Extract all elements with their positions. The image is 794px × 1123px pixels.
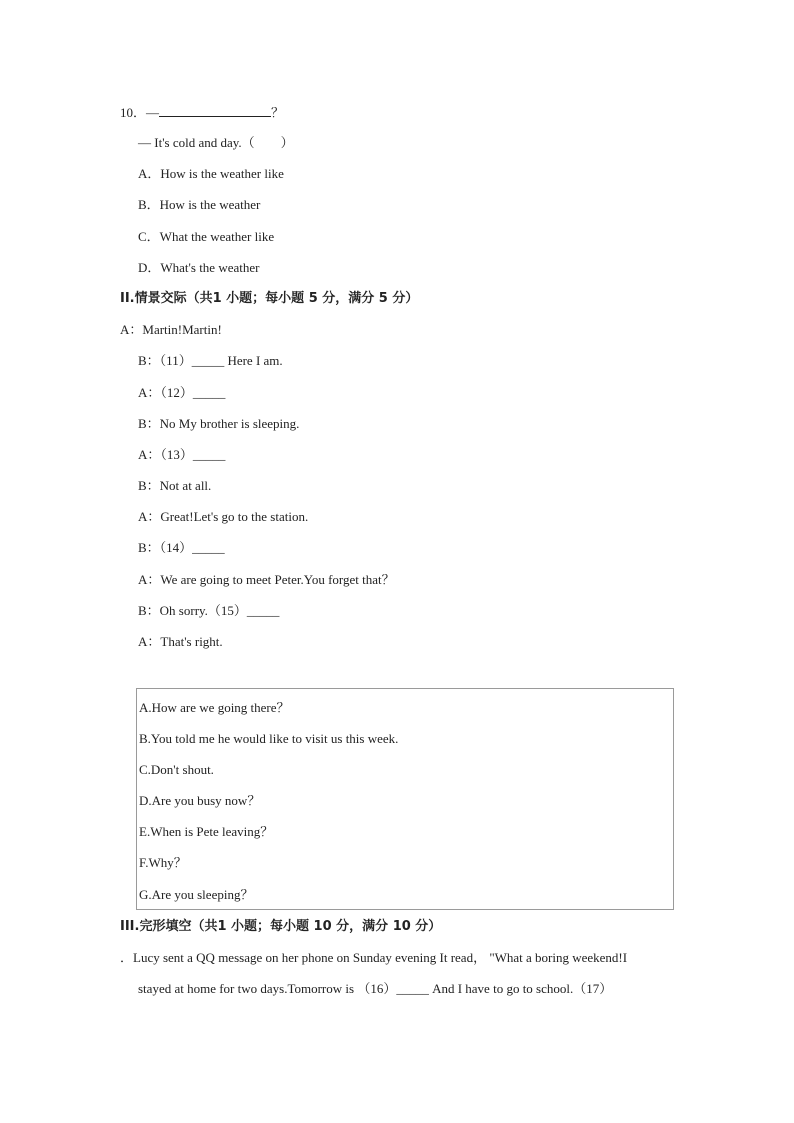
dialogue-line: B：（11）_____ Here I am. bbox=[138, 353, 283, 368]
choice-item: E.When is Pete leaving？ bbox=[139, 824, 274, 839]
choice-item: F.Why？ bbox=[139, 855, 187, 870]
dialogue-line: A：Great!Let's go to the station. bbox=[138, 509, 309, 524]
dialogue-line: B：（14）_____ bbox=[138, 540, 225, 555]
choice-item: B.You told me he would like to visit us this week. bbox=[139, 731, 399, 746]
q10-option-c: C．What the weather like bbox=[138, 229, 275, 244]
choice-item: A.How are we going there？ bbox=[139, 700, 290, 715]
dialogue-line: A：We are going to meet Peter.You forget that？ bbox=[138, 572, 395, 587]
choice-item: D.Are you busy now？ bbox=[139, 793, 261, 808]
choice-item: C.Don't shout. bbox=[139, 762, 214, 777]
q10-answer-blank bbox=[159, 104, 271, 117]
q10-response: — It's cold and day.（ ） bbox=[138, 135, 294, 150]
q10-stem bbox=[120, 104, 284, 121]
dialogue-line: A：Martin!Martin! bbox=[120, 322, 222, 337]
section2-heading: II.情景交际（共1 小题；每小题 5 分，满分 5 分） bbox=[120, 291, 419, 306]
dialogue-line: B：Oh sorry.（15）_____ bbox=[138, 603, 280, 618]
q10-blank-end: ？ bbox=[271, 105, 285, 120]
dialogue-line: B：No My brother is sleeping. bbox=[138, 416, 300, 431]
dialogue-line: A：（13）_____ bbox=[138, 447, 226, 462]
q10-option-d: D．What's the weather bbox=[138, 260, 260, 275]
dialogue-line: A：（12）_____ bbox=[138, 385, 226, 400]
choices-box bbox=[136, 688, 674, 910]
section3-heading: III.完形填空（共1 小题；每小题 10 分，满分 10 分） bbox=[120, 919, 442, 934]
passage-line-2: stayed at home for two days.Tomorrow is （16）_____ And I have to go to school.（17） bbox=[138, 981, 613, 996]
passage-line-1: ．Lucy sent a QQ message on her phone on Sunday evening It read， "What a boring weekend!I bbox=[120, 950, 628, 965]
dialogue-line: B：Not at all. bbox=[138, 478, 212, 493]
choice-item: G.Are you sleeping？ bbox=[139, 887, 254, 902]
dialogue-line: A：That's right. bbox=[138, 634, 223, 649]
q10-option-a: A．How is the weather like bbox=[138, 166, 284, 181]
q10-option-b: B．How is the weather bbox=[138, 197, 261, 212]
q10-prefix: 10．— bbox=[120, 105, 160, 120]
